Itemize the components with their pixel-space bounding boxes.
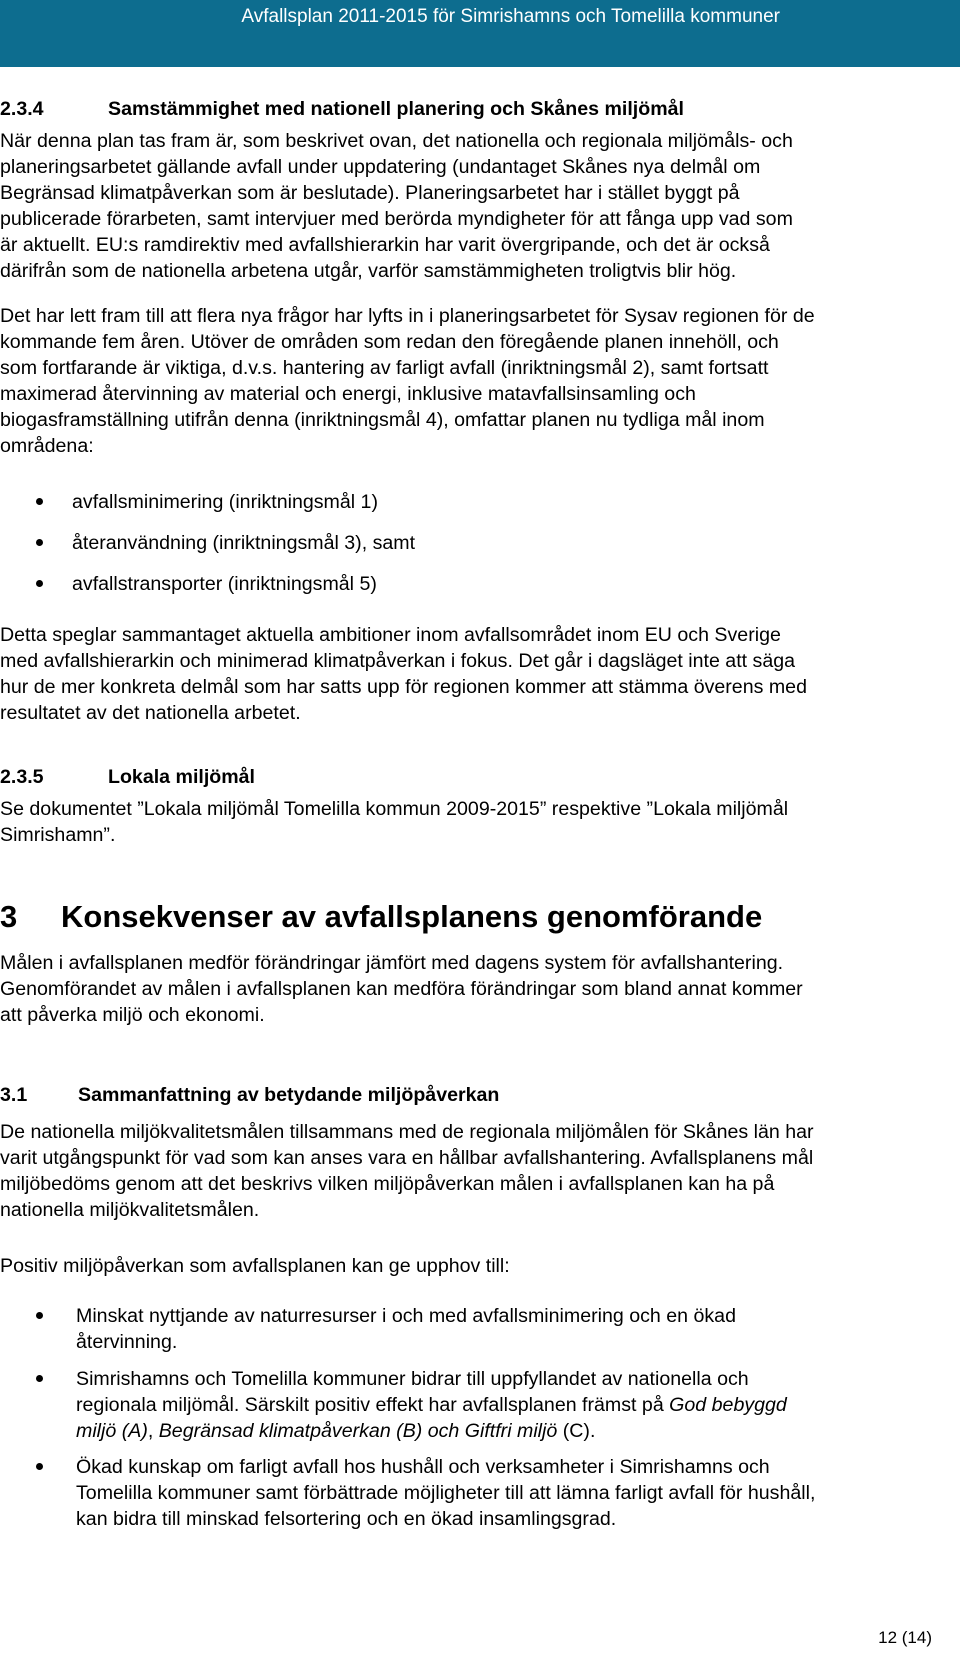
list-item-line: Minskat nyttjande av naturresurser i och med avfallsminimering och en ökad <box>76 1305 736 1327</box>
section-number-3-1: 3.1 <box>0 1084 28 1106</box>
paragraph-line: är aktuellt. EU:s ramdirektiv med avfallshierarkin har varit övergripande, och det är också <box>0 234 770 256</box>
list-item-line: Simrishamns och Tomelilla kommuner bidrar till uppfyllandet av nationella och <box>76 1368 749 1390</box>
paragraph-line: publicerade förarbeten, samt intervjuer med berörda myndigheter för att fånga upp vad som <box>0 208 793 230</box>
bullet-icon <box>36 1463 43 1470</box>
list-item-text: , <box>147 1420 159 1442</box>
paragraph-line: biogasframställning utifrån denna (inriktningsmål 4), omfattar planen nu tydliga mål inom <box>0 409 765 431</box>
list-item-text: regionala miljömål. Särskilt positiv effekt har avfallsplanen främst på <box>76 1394 670 1416</box>
paragraph-line: maximerad återvinning av material och energi, inklusive matavfallsinsamling och <box>0 383 696 405</box>
paragraph-line: kommande fem åren. Utöver de områden som redan den föregående planen innehöll, och <box>0 331 779 353</box>
list-item-line: återvinning. <box>76 1331 178 1353</box>
paragraph-line: därifrån som de nationella arbetena utgår, varför samstämmigheten troligtvis blir hög. <box>0 260 737 282</box>
list-item-line: kan bidra till minskad felsortering och en ökad insamlingsgrad. <box>76 1508 617 1530</box>
section-number-2-3-5: 2.3.5 <box>0 766 44 788</box>
header-title: Avfallsplan 2011-2015 för Simrishamns och Tomelilla kommuner <box>241 6 780 27</box>
list-item-line: Ökad kunskap om farligt avfall hos hushåll och verksamheter i Simrishamns och <box>76 1456 770 1478</box>
bullet-icon <box>36 498 43 505</box>
list-item: avfallsminimering (inriktningsmål 1) <box>72 491 378 513</box>
italic-term: God bebyggd <box>669 1394 787 1416</box>
section-title-2-3-4: Samstämmighet med nationell planering och Skånes miljömål <box>108 98 684 120</box>
paragraph-line: att påverka miljö och ekonomi. <box>0 1004 265 1026</box>
italic-term: miljö (A) <box>76 1420 148 1442</box>
paragraph-line: områdena: <box>0 435 94 457</box>
list-item-line: Tomelilla kommuner samt förbättrade möjligheter till att lämna farligt avfall för hushåll, <box>76 1482 816 1504</box>
section-number-2-3-4: 2.3.4 <box>0 98 44 120</box>
paragraph-line: Simrishamn”. <box>0 824 116 846</box>
list-item: avfallstransporter (inriktningsmål 5) <box>72 573 377 595</box>
paragraph-line: Genomförandet av målen i avfallsplanen kan medföra förändringar som bland annat kommer <box>0 978 803 1000</box>
bullet-icon <box>36 1312 43 1319</box>
paragraph-line: som fortfarande är viktiga, d.v.s. hantering av farligt avfall (inriktningsmål 2), samt fortsatt <box>0 357 769 379</box>
italic-term: Begränsad klimatpåverkan (B) och Giftfri miljö <box>158 1420 558 1442</box>
list-item-line <box>76 1419 595 1443</box>
paragraph-line: hur de mer konkreta delmål som har satts upp för regionen kommer att stämma överens med <box>0 676 807 698</box>
chapter-title-3: Konsekvenser av avfallsplanens genomförande <box>61 899 763 934</box>
chapter-number-3: 3 <box>0 899 18 934</box>
paragraph-line: Begränsad klimatpåverkan som är beslutade). Planeringsarbetet har i stället byggt på <box>0 182 740 204</box>
paragraph-line: planeringsarbetet gällande avfall under uppdatering (undantaget Skånes nya delmål om <box>0 156 761 178</box>
paragraph-line: De nationella miljökvalitetsmålen tillsammans med de regionala miljömålen för Skånes län har <box>0 1121 814 1143</box>
paragraph-line: miljöbedöms genom att det beskrivs vilken miljöpåverkan målen i avfallsplanen kan ha på <box>0 1173 775 1195</box>
bullet-icon <box>36 539 43 546</box>
paragraph-line: resultatet av det nationella arbetet. <box>0 702 301 724</box>
paragraph-line: med avfallshierarkin och minimerad klimatpåverkan i fokus. Det går i dagsläget inte att säga <box>0 650 796 672</box>
list-item: återanvändning (inriktningsmål 3), samt <box>72 532 416 554</box>
paragraph-line: varit utgångspunkt för vad som kan anses vara en hållbar avfallshantering. Avfallsplanens mål <box>0 1147 814 1169</box>
bullet-icon <box>36 580 43 587</box>
list-item-line <box>76 1393 787 1417</box>
paragraph-line: nationella miljökvalitetsmålen. <box>0 1199 260 1221</box>
paragraph-line: Detta speglar sammantaget aktuella ambitioner inom avfallsområdet inom EU och Sverige <box>0 624 781 646</box>
list-item-text: (C). <box>557 1420 596 1442</box>
paragraph-line: Positiv miljöpåverkan som avfallsplanen kan ge upphov till: <box>0 1255 510 1277</box>
page-number: 12 (14) <box>878 1628 932 1647</box>
paragraph-line: Målen i avfallsplanen medför förändringar jämfört med dagens system för avfallshantering. <box>0 952 784 974</box>
bullet-icon <box>36 1375 43 1382</box>
paragraph-line: När denna plan tas fram är, som beskrivet ovan, det nationella och regionala miljömåls- och <box>0 130 793 152</box>
section-title-2-3-5: Lokala miljömål <box>108 766 256 788</box>
paragraph-line: Se dokumentet ”Lokala miljömål Tomelilla kommun 2009-2015” respektive ”Lokala miljömål <box>0 798 789 820</box>
paragraph-line: Det har lett fram till att flera nya frågor har lyfts in i planeringsarbetet för Sysav regionen för de <box>0 305 815 327</box>
page-header <box>0 0 960 67</box>
section-title-3-1: Sammanfattning av betydande miljöpåverkan <box>78 1084 500 1106</box>
